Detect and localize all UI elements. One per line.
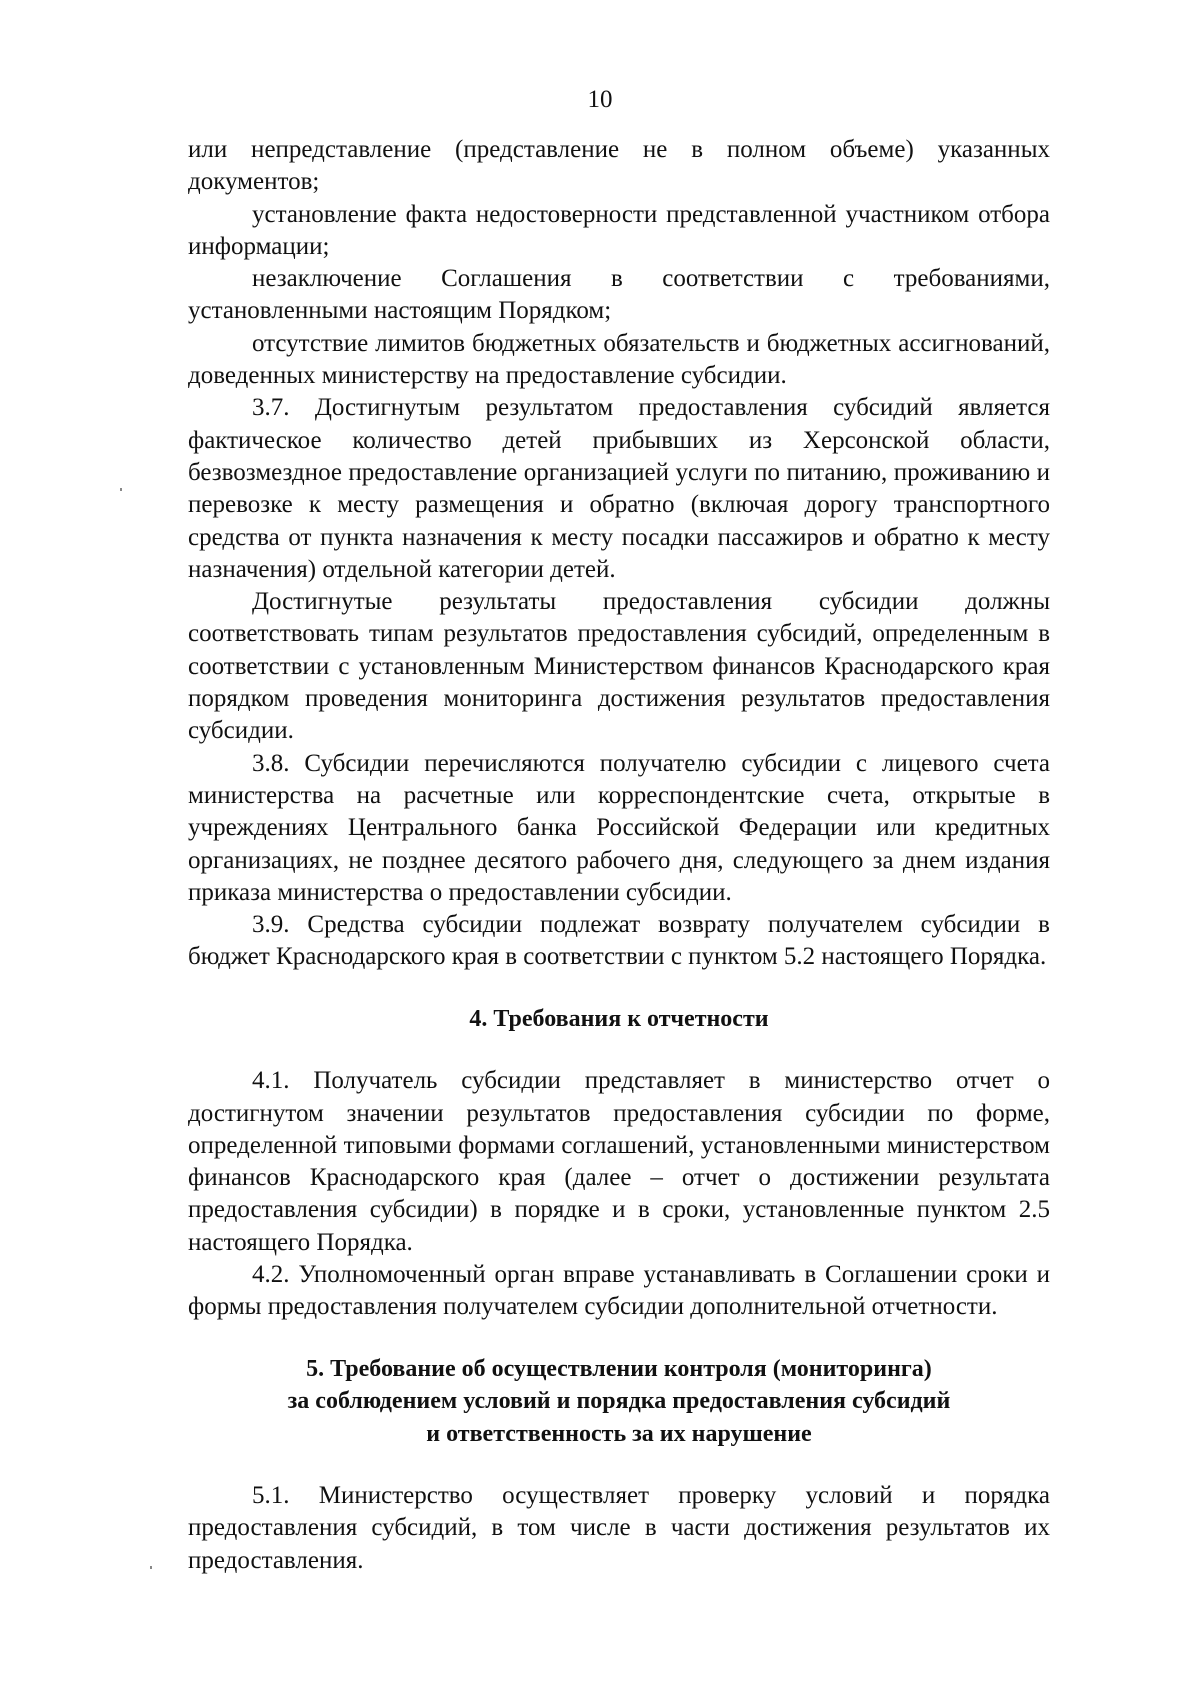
section-5-heading-line: и ответственность за их нарушение [426, 1420, 812, 1447]
paragraph-3-9: 3.9. Средства субсидии подлежат возврату получателем субсидии в бюджет Краснодарского края в соответствии с пунктом 5.2 настоящего Порядка. [188, 911, 1050, 971]
paragraph-4-2: 4.2. Уполномоченный орган вправе устанавливать в Соглашении сроки и формы предоставления получателем субсидии дополнительной отчетности. [188, 1261, 1050, 1321]
paragraph: незаключение Соглашения в соответствии с требованиями, установленными настоящим Порядком; [188, 265, 1050, 325]
scan-speck [120, 488, 122, 491]
section-5-heading [188, 1353, 1050, 1451]
paragraph-5-1: 5.1. Министерство осуществляет проверку условий и порядка предоставления субсидий, в том числе в части достижения результатов их предоставления. [188, 1482, 1050, 1574]
section-4-heading: 4. Требования к отчетности [469, 1005, 769, 1032]
scan-speck [150, 1566, 152, 1569]
paragraph: отсутствие лимитов бюджетных обязательств и бюджетных ассигнований, доведенных министерству на предоставление субсидии. [188, 329, 1050, 390]
paragraph-4-1: 4.1. Получатель субсидии представляет в министерство отчет о достигнутом значении результатов предоставления субсидии по форме, определенной типовыми формами соглашений, установленными министерством финансов Краснодарского края (далее – отчет о достижении результата предоставления субсидии) в порядке и в сроки, установленные пунктом 2.5 настоящего Порядка. [188, 1067, 1050, 1256]
section-5-heading-line: за соблюдением условий и порядка предоставления субсидий [287, 1388, 951, 1415]
document-body [188, 134, 1050, 1577]
paragraph-3-7: 3.7. Достигнутым результатом предоставления субсидий является фактическое количество детей прибывших из Херсонской области, безвозмездное предоставление организацией услуги по питанию, проживанию и перевозке к месту размещения и обратно (включая дорогу транспортного средства от пункта назначения к месту посадки пассажиров и обратно к месту назначения) отдельной категории детей. [188, 394, 1050, 583]
paragraph: установление факта недостоверности представленной участником отбора информации; [188, 200, 1050, 260]
section-5-heading-line: 5. Требование об осуществлении контроля (мониторинга) [306, 1355, 932, 1382]
paragraph-3-8: 3.8. Субсидии перечисляются получателю субсидии с лицевого счета министерства на расчетные или корреспондентские счета, открытые в учреждениях Центрального банка Российской Федерации или кредитных организациях, не позднее десятого рабочего дня, следующего за днем издания приказа министерства о предоставлении субсидии. [188, 749, 1050, 906]
page-number: 10 [587, 86, 613, 113]
paragraph: Достигнутые результаты предоставления субсидии должны соответствовать типам результатов предоставления субсидий, определенным в соответствии с установленным Министерством финансов Краснодарского края порядком проведения мониторинга достижения результатов предоставления субсидии. [188, 588, 1050, 745]
paragraph: или непредставление (представление не в полном объеме) указанных документов; [188, 136, 1050, 196]
